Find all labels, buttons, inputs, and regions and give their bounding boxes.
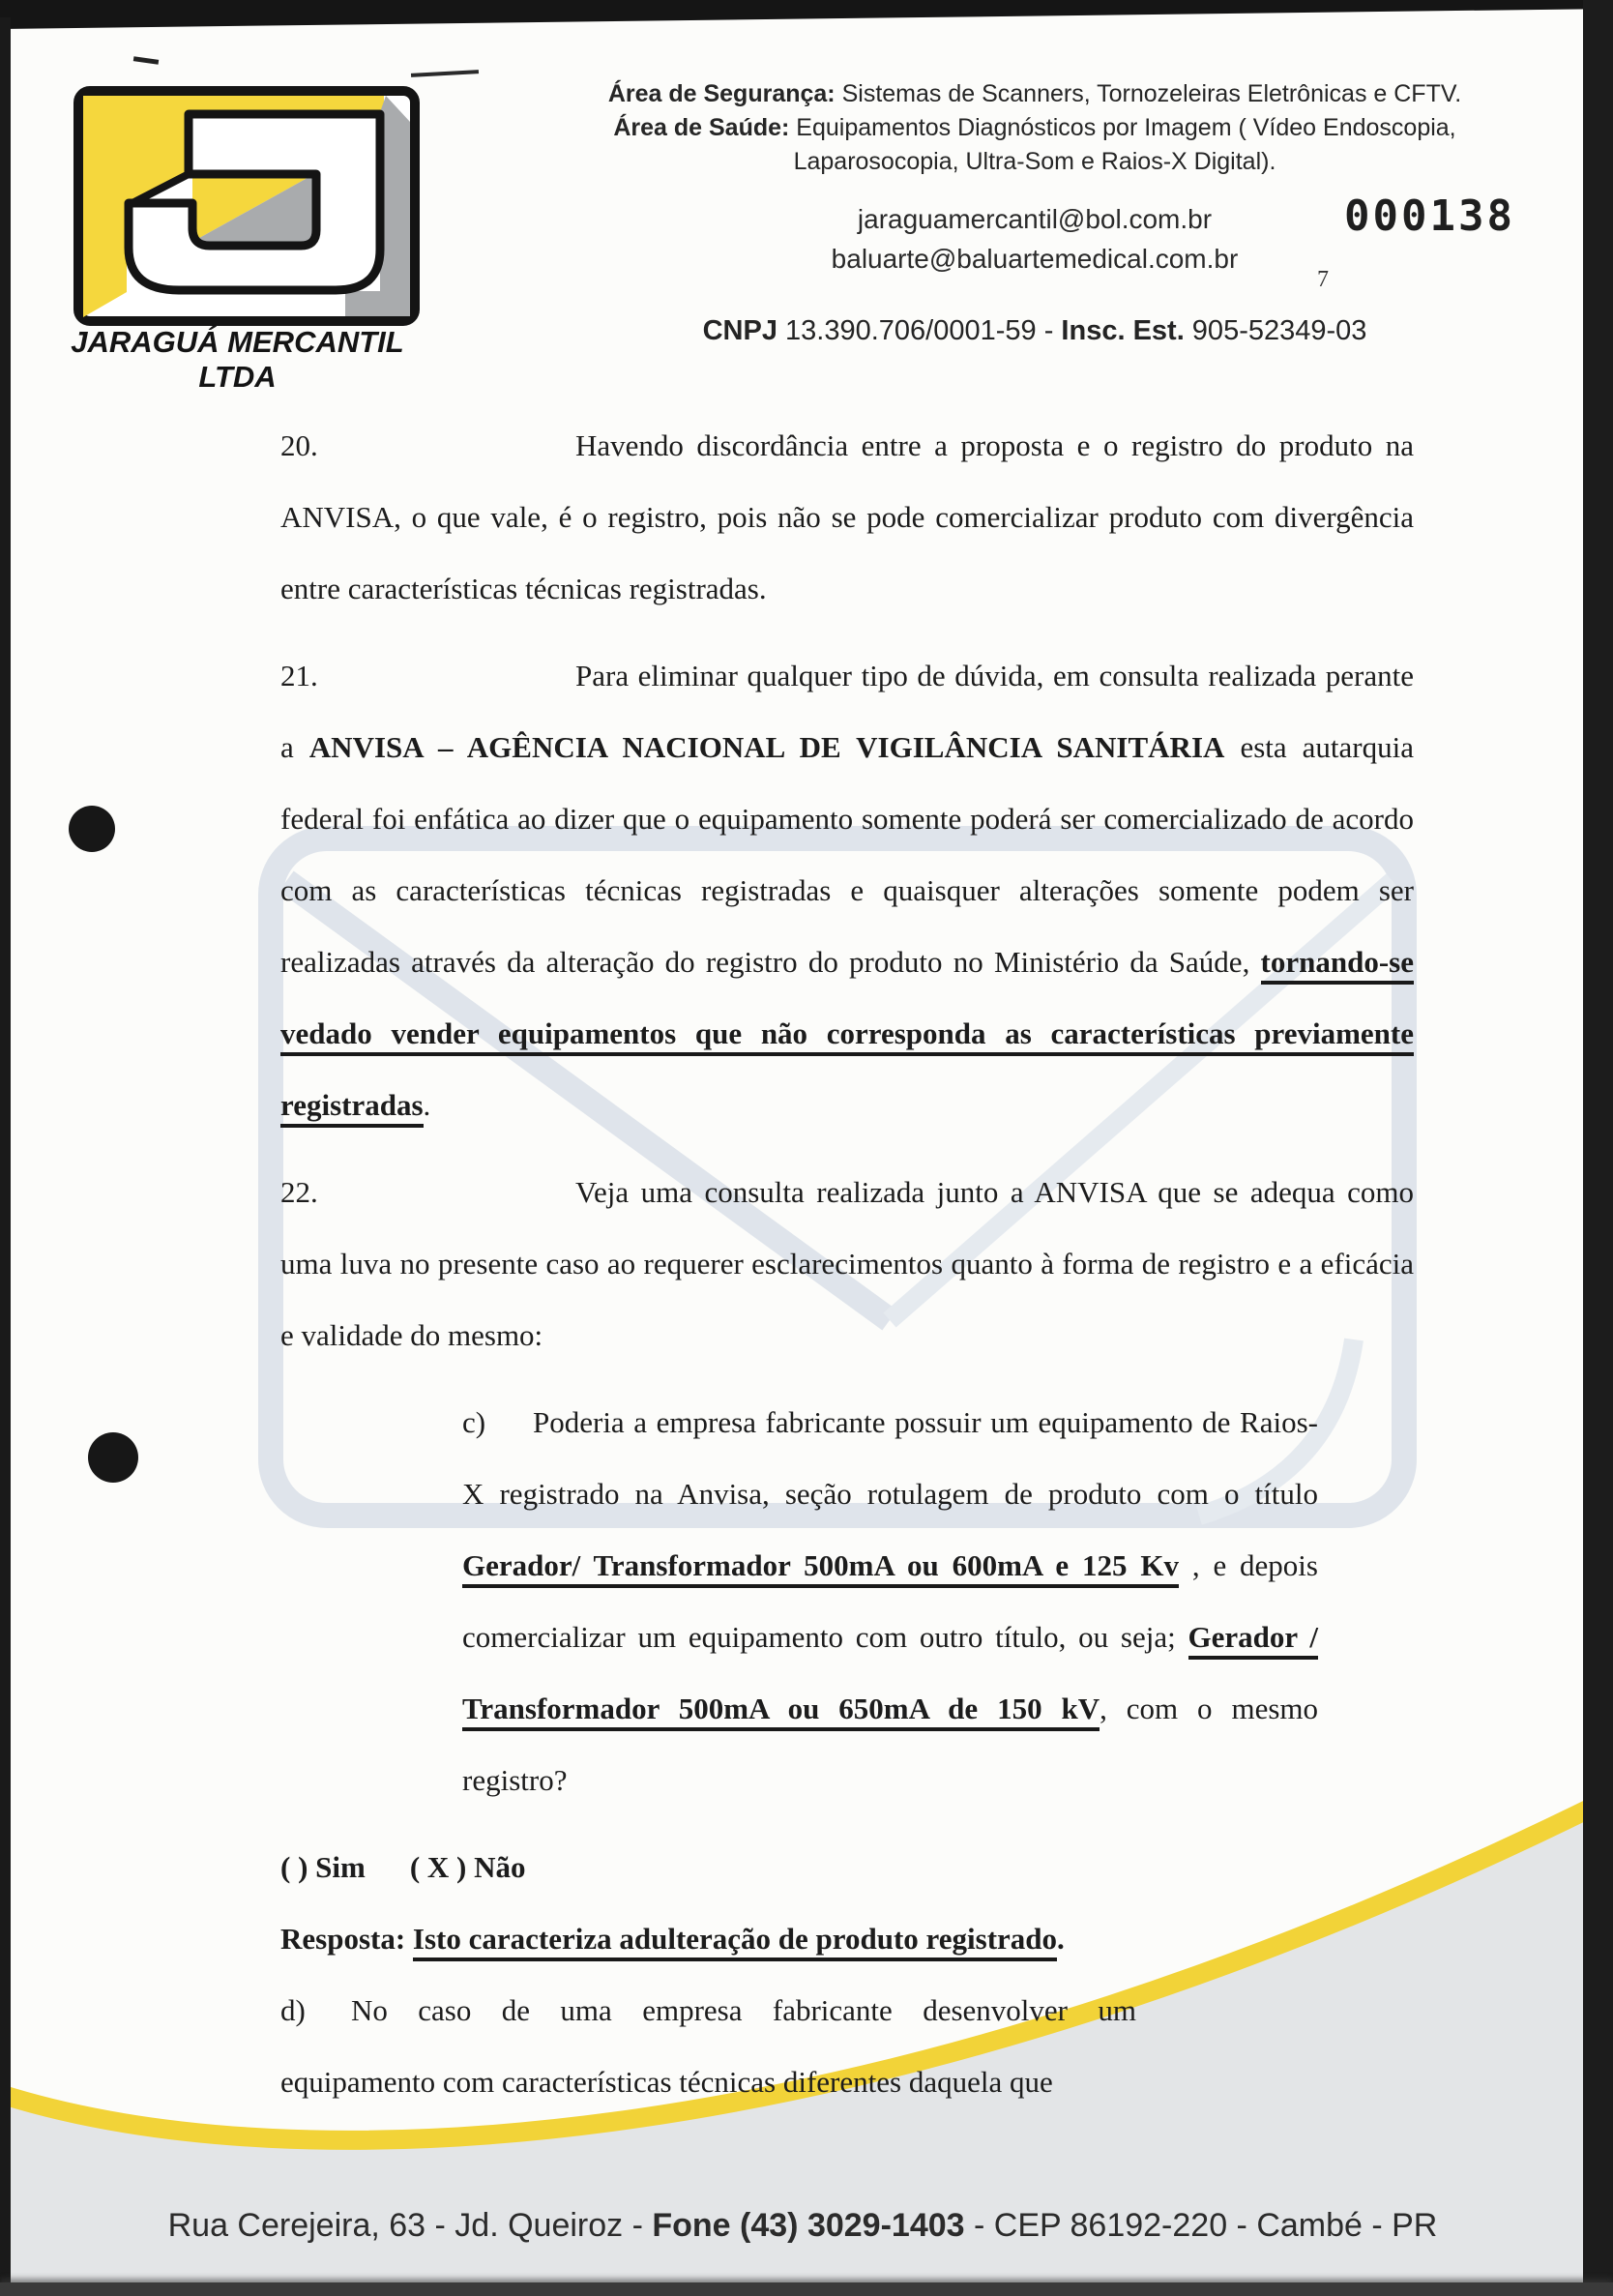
page-stamp-number: 000138 (1344, 191, 1515, 241)
checkbox-sim: ( ) Sim (280, 1850, 366, 1884)
scan-edge-top (0, 0, 1613, 31)
paragraph-21: 21. Para eliminar qualquer tipo de dúvida, em consulta realizada perante a ANVISA – AGÊNCIA NACIONAL DE VIGILÂNCIA SANITÁRIA esta autarquia federal foi enfática ao dizer que o equipamento somente poderá ser comercializado de acordo com as características técnicas registradas e quaisquer alterações somente podem ser realizadas através da alteração do registro do produto no Ministério da Saúde, tornando-se vedado vender equipamentos que não corresponda as características previamente registradas. (280, 640, 1414, 1141)
question-item-c: c) Poderia a empresa fabricante possuir um equipamento de Raios-X registrado na Anvisa, seção rotulagem de produto com o título Gerador/ Transformador 500mA ou 600mA e 125 Kv , e depois comercializar um equipamento com outro título, ou seja; Gerador / Transformador 500mA ou 650mA de 150 kV, com o mesmo registro? (462, 1387, 1318, 1816)
contact-emails (600, 199, 1470, 279)
letterhead-line-health2: Laparosocopia, Ultra-Som e Raios-X Digital). (793, 148, 1276, 175)
paragraph-number: 22. (280, 1175, 318, 1209)
paragraph-number: 20. (280, 428, 318, 462)
resposta-paragraph: Resposta: Isto caracteriza adulteração de produto registrado. (280, 1903, 1136, 1975)
paragraph-20: 20. Havendo discordância entre a proposta e o registro do produto na ANVISA, o que vale, é o registro, pois não se pode comercializar produto com divergência entre características técnicas registradas. (280, 410, 1414, 625)
letterhead-line-health: Área de Saúde: Equipamentos Diagnósticos por Imagem ( Vídeo Endoscopia, (613, 114, 1456, 141)
scan-edge-bottom (0, 2282, 1613, 2296)
paragraph-22: 22. Veja uma consulta realizada junto a ANVISA que se adequa como uma luva no presente caso ao requerer esclarecimentos quanto à forma de registro e a eficácia e validade do mesmo: (280, 1157, 1414, 1371)
item-label: d) (280, 1993, 306, 2027)
document-body (280, 410, 1414, 2118)
company-registration: CNPJ 13.390.706/0001-59 - Insc. Est. 905-52349-03 (702, 315, 1367, 346)
j-logo-icon (73, 85, 421, 327)
letterhead-services (600, 77, 1470, 179)
punch-hole-bottom (88, 1432, 138, 1483)
punch-hole-top (69, 806, 115, 852)
letterhead-line-security: Área de Segurança: Sistemas de Scanners, Tornozeleiras Eletrônicas e CFTV. (607, 80, 1462, 107)
item-label: c) (462, 1405, 486, 1439)
scan-edge-right (1583, 0, 1613, 2296)
paragraph-number: 21. (280, 659, 318, 692)
checkbox-nao: ( X ) Não (409, 1850, 526, 1884)
scan-edge-left (0, 17, 11, 2296)
scan-speck (133, 56, 159, 65)
email-primary: jaraguamercantil@bol.com.br (857, 204, 1213, 234)
answer-checkboxes (280, 1832, 1136, 1903)
handwritten-mark: 7 (1317, 267, 1329, 292)
question-item-d: d) No caso de uma empresa fabricante desenvolver um equipamento com características técnicas diferentes daquela que (280, 1975, 1136, 2118)
email-secondary: baluarte@baluartemedical.com.br (831, 244, 1239, 274)
footer-address: Rua Cerejeira, 63 - Jd. Queiroz - Fone (43) 3029-1403 - CEP 86192-220 - Cambé - PR (167, 2207, 1438, 2244)
company-logo (73, 85, 421, 332)
company-name: JARAGUÁ MERCANTIL LTDA (71, 325, 404, 394)
footer-phone: Fone (43) 3029-1403 (652, 2207, 965, 2244)
scan-speck (411, 70, 479, 77)
